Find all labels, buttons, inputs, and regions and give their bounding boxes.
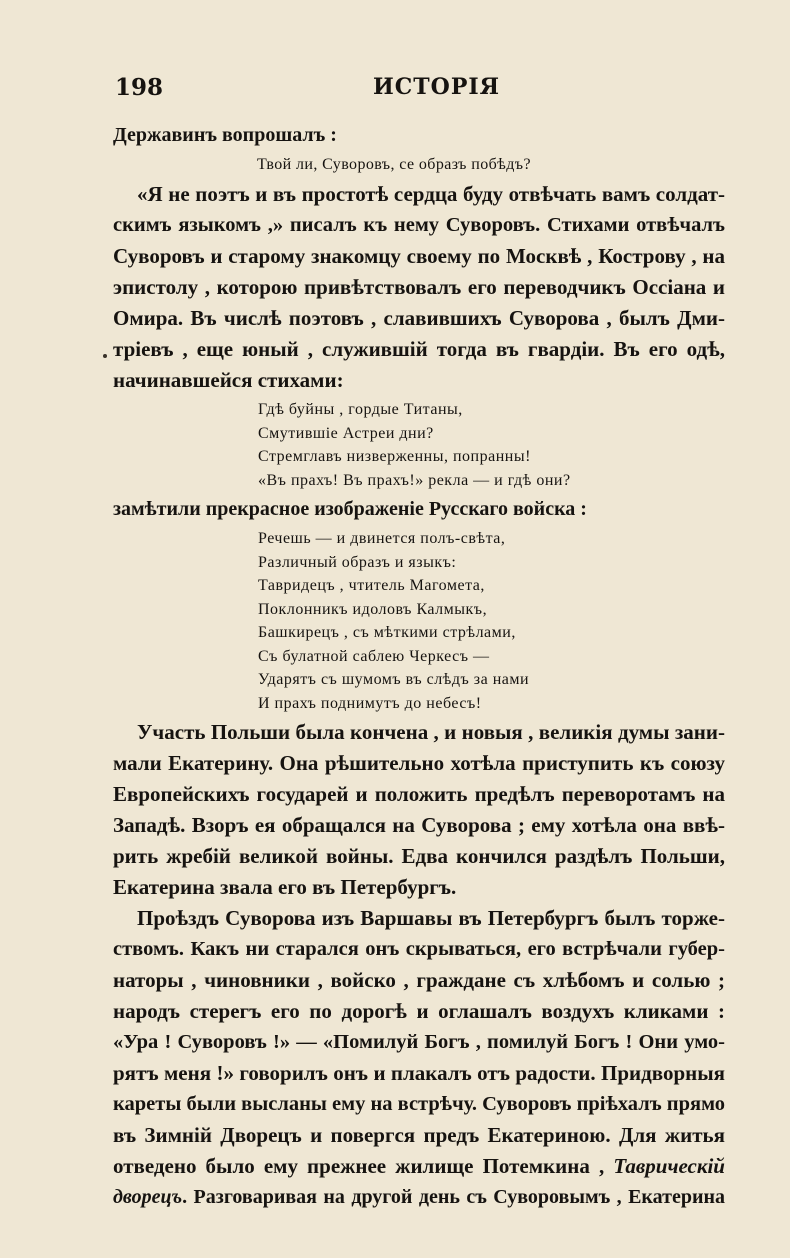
verse-line: Речешь — и двинется полъ-свѣта, xyxy=(258,530,506,547)
text-line xyxy=(113,1151,725,1182)
verse-line: «Въ прахъ! Въ прахъ!» рекла — и гдѣ они? xyxy=(258,471,571,489)
running-title: ИСТОРІЯ xyxy=(373,74,501,100)
text-line: тріевъ , еще юный , служившій тогда въ гвардіи. Въ его одѣ, xyxy=(113,337,725,361)
verse-line: Различный образъ и языкъ: xyxy=(258,553,457,571)
text-line: наторы , чиновники , войско , граждане съ хлѣбомъ и солью ; xyxy=(113,968,725,992)
paragraph-3 xyxy=(113,903,725,1213)
text-line: мали Екатерину. Она рѣшительно хотѣла приступить къ союзу xyxy=(113,751,725,775)
quoted-verse: Твой ли, Суворовъ, се образъ побѣдъ? xyxy=(257,156,531,173)
text-line: ствомъ. Какъ ни старался онъ скрываться, его встрѣчали губер- xyxy=(113,938,725,960)
verse-line: Поклонникъ идоловъ Калмыкъ, xyxy=(258,600,488,618)
paragraph-1 xyxy=(113,179,725,396)
verse-line: Гдѣ буйны , гордые Титаны, xyxy=(258,401,463,418)
text-line: въ Зимній Дворецъ и повергся предъ Екатериною. Для житья xyxy=(113,1123,725,1147)
verse-line: Стремглавъ низверженны, попранны! xyxy=(258,448,531,465)
italic-fragment: Таврическій xyxy=(613,1154,725,1178)
text-line: Проѣздъ Суворова изъ Варшавы въ Петербургъ былъ торже- xyxy=(137,906,725,930)
verse-line: Ударятъ съ шумомъ въ слѣдъ за нами xyxy=(258,671,530,688)
text-line: Участь Польши была кончена , и новыя , великія думы зани- xyxy=(137,720,725,744)
page-number: 198 xyxy=(115,74,164,101)
bridge-line: замѣтили прекрасное изображеніе Русскаго войска : xyxy=(113,498,587,520)
text-line: рятъ меня !» говорилъ онъ и плакалъ отъ радости. Придворныя xyxy=(113,1061,725,1085)
italic-fragment: дворецъ xyxy=(113,1186,183,1208)
verse-line: Тавридецъ , чтитель Магомета, xyxy=(258,577,485,594)
verse-stanza-2 xyxy=(113,527,725,715)
text-line xyxy=(113,1182,725,1213)
text-line: Западѣ. Взоръ ея обращался на Суворова ; ему хотѣла она ввѣ- xyxy=(113,813,725,837)
text-line: Омира. Въ числѣ поэтовъ , славившихъ Суворова , былъ Дми- xyxy=(113,306,725,330)
running-head xyxy=(115,74,725,106)
text-line: Суворовъ и старому знакомцу своему по Москвѣ , Кострову , на xyxy=(113,244,725,268)
intro-line: Державинъ вопрошалъ : xyxy=(113,124,337,146)
text-line: народъ стерегъ его по дорогѣ и оглашалъ воздухъ кликами : xyxy=(113,999,725,1023)
text-line: Европейскихъ государей и положить предѣлъ переворотамъ на xyxy=(113,782,725,806)
text-line: Екатерина звала его въ Петербургъ. xyxy=(113,875,457,899)
text-line: эпистолу , которою привѣтствовалъ его переводчикъ Оссіана и xyxy=(113,275,725,299)
text-fragment: . Разговаривая на другой день съ Суворовымъ , Екатерина xyxy=(182,1186,725,1208)
text-fragment: отведено было ему прежнее жилище Потемкина , xyxy=(113,1154,614,1178)
text-line: «Я не поэтъ и въ простотѣ сердца буду отвѣчать вамъ солдат- xyxy=(137,182,725,206)
body-text xyxy=(113,120,725,1213)
verse-stanza-1 xyxy=(113,398,725,492)
text-line: начинавшейся стихами: xyxy=(113,368,344,392)
print-speck-mark xyxy=(103,354,107,358)
verse-line: Смутившіе Астреи дни? xyxy=(258,424,434,442)
text-line: скимъ языкомъ ,» писалъ къ нему Суворовъ. Стихами отвѣчалъ xyxy=(113,214,725,236)
paragraph-2 xyxy=(113,717,725,903)
text-line: рить жребій великой войны. Едва кончился раздѣлъ Польши, xyxy=(113,844,725,868)
verse-line: Съ булатной саблею Черкесъ — xyxy=(258,647,490,665)
text-line: кареты были высланы ему на встрѣчу. Суворовъ пріѣхалъ прямо xyxy=(113,1093,726,1115)
text-line: «Ура ! Суворовъ !» — «Помилуй Богъ , помилуй Богъ ! Они умо- xyxy=(113,1031,725,1053)
verse-line: И прахъ поднимутъ до небесъ! xyxy=(258,694,482,712)
verse-line: Башкирецъ , съ мѣткими стрѣлами, xyxy=(258,624,516,641)
